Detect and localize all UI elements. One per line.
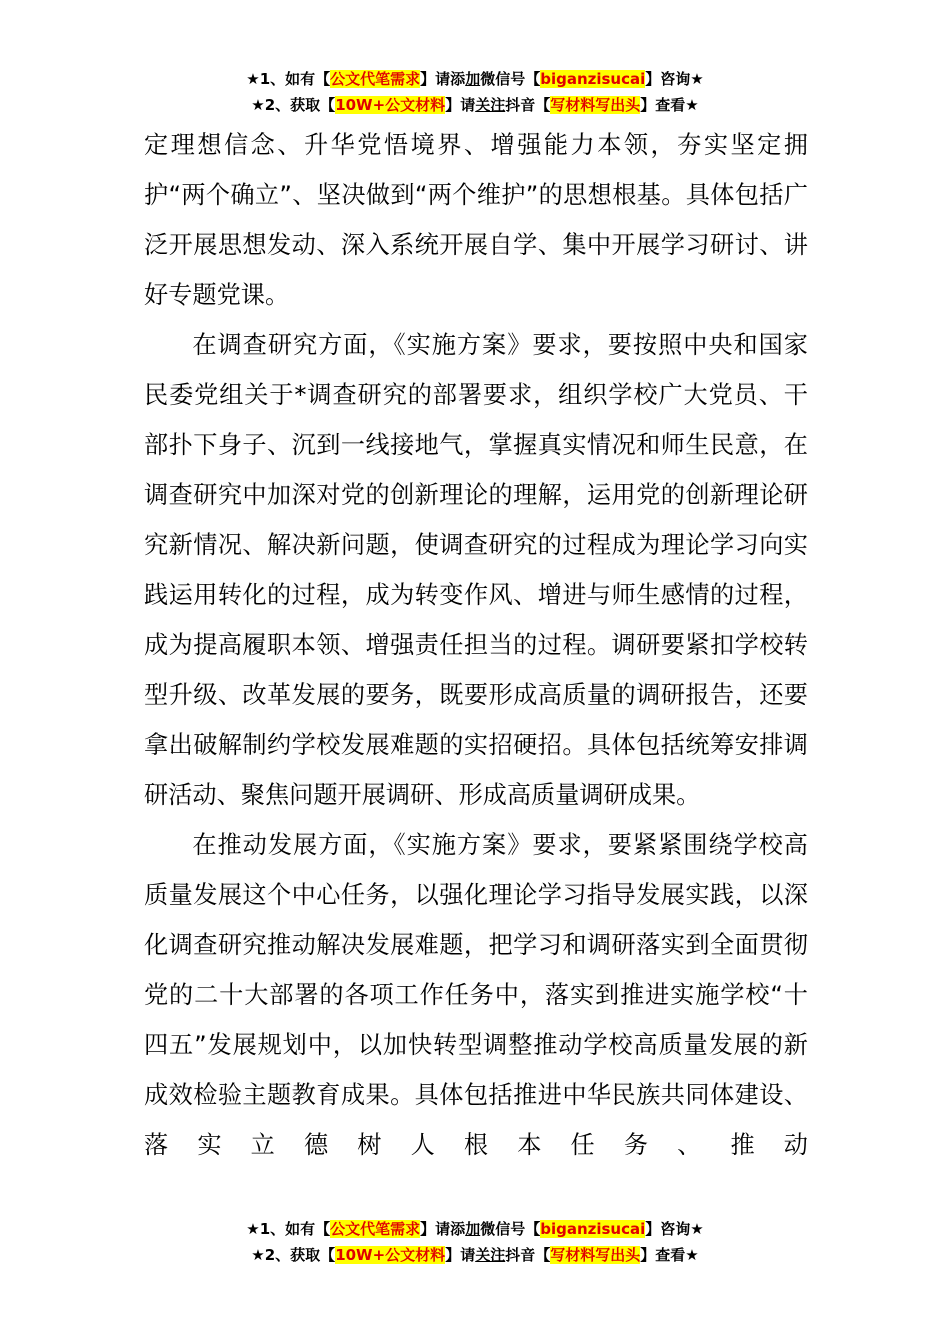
promo-underline: 加: [465, 1220, 481, 1238]
header-promo-banner: [0, 66, 950, 118]
promo-highlight: 公文代笔需求: [330, 70, 421, 88]
promo-text: 】咨询★: [645, 70, 704, 88]
promo-line-1: [0, 1216, 950, 1242]
promo-text: 】查看★: [640, 1246, 699, 1264]
promo-text: ★2、获取【: [251, 1246, 336, 1264]
promo-text: 抖音【: [505, 96, 551, 114]
promo-text: 】查看★: [640, 96, 699, 114]
promo-text: 】请: [445, 1246, 476, 1264]
promo-line-2: [0, 1242, 950, 1268]
paragraph-research: 在调查研究方面，《实施方案》要求，要按照中央和国家民委党组关于*调查研究的部署要求，组织学校广大党员、干部扑下身子、沉到一线接地气，掌握真实情况和师生民意，在调查研究中加深对党的创新理论的理解，运用党的创新理论研究新情况、解决新问题，使调查研究的过程成为理论学习向实践运用转化的过程，成为转变作风、增进与师生感情的过程，成为提高履职本领、增强责任担当的过程。调研要紧扣学校转型升级、改革发展的要务，既要形成高质量的调研报告，还要拿出破解制约学校发展难题的实招硬招。具体包括统筹安排调研活动、聚焦问题开展调研、形成高质量调研成果。: [144, 331, 808, 809]
promo-highlight: 10W+公文材料: [335, 1246, 446, 1264]
promo-text: 】请添: [420, 70, 466, 88]
promo-underline: 加: [465, 70, 481, 88]
promo-highlight: 公文代笔需求: [330, 1220, 421, 1238]
paragraph-development: 在推动发展方面，《实施方案》要求，要紧紧围绕学校高质量发展这个中心任务，以强化理论学习指导发展实践，以深化调查研究推动解决发展难题，把学习和调研落实到全面贯彻党的二十大部署的各项工作任务中，落实到推进实施学校“十四五”发展规划中，以加快转型调整推动学校高质量发展的新成效检验主题教育成果。具体包括推进中华民族共同体建设、落实立德树人根本任务、推动: [144, 831, 808, 1159]
promo-text: ★2、获取【: [251, 96, 336, 114]
promo-text: ★1、如有【: [246, 1220, 331, 1238]
promo-line-2: [0, 92, 950, 118]
promo-douyin-id: 写材料写出头: [550, 1246, 641, 1264]
promo-highlight: 10W+公文材料: [335, 96, 446, 114]
promo-text: 微信号【: [480, 1220, 541, 1238]
promo-line-1: [0, 66, 950, 92]
promo-wechat-id: biganzisucai: [540, 70, 646, 88]
document-body: [144, 120, 808, 1170]
paragraph-continued: 定理想信念、升华党悟境界、增强能力本领，夯实坚定拥护“两个确立”、坚决做到“两个维护”的思想根基。具体包括广泛开展思想发动、深入系统开展自学、集中开展学习研讨、讲好专题党课。: [144, 131, 808, 309]
footer-promo-banner: [0, 1216, 950, 1268]
promo-wechat-id: biganzisucai: [540, 1220, 646, 1238]
promo-text: 】请添: [420, 1220, 466, 1238]
promo-text: 微信号【: [480, 70, 541, 88]
promo-douyin-id: 写材料写出头: [550, 96, 641, 114]
promo-underline: 关注: [475, 96, 506, 114]
promo-text: 】请: [445, 96, 476, 114]
promo-text: 抖音【: [505, 1246, 551, 1264]
promo-text: 】咨询★: [645, 1220, 704, 1238]
promo-underline: 关注: [475, 1246, 506, 1264]
promo-text: ★1、如有【: [246, 70, 331, 88]
